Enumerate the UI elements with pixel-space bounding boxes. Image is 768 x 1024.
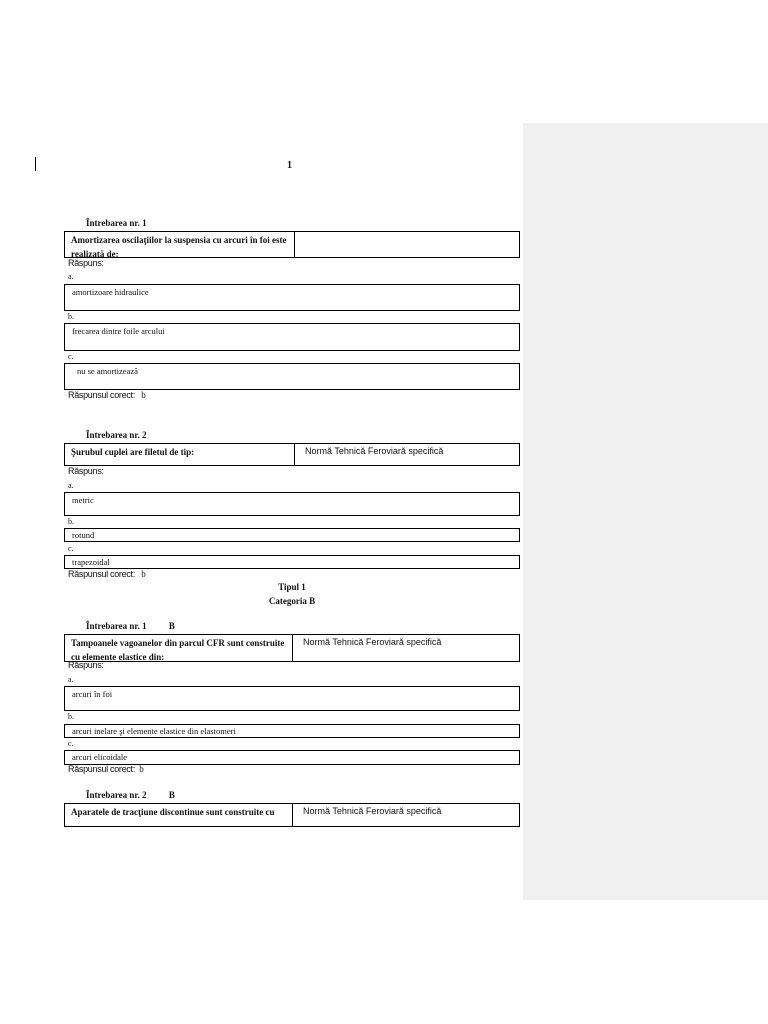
- option-letter: c.: [68, 544, 74, 553]
- question-header: [86, 621, 175, 631]
- correct-answer-row: [68, 569, 146, 579]
- question-box: [64, 634, 520, 662]
- correct-answer-value: b: [141, 390, 146, 400]
- option-box[interactable]: arcuri elicoidale: [64, 750, 520, 765]
- category-title: Categoria B: [268, 596, 316, 606]
- page-number: 1: [287, 160, 292, 171]
- question-category: B: [168, 790, 175, 800]
- option-letter: a.: [68, 675, 74, 684]
- option-box[interactable]: metric: [64, 492, 520, 516]
- option-box[interactable]: nu se amortizează: [64, 363, 520, 390]
- correct-answer-label: Răspunsul corect:: [68, 764, 135, 774]
- correct-answer-row: [68, 390, 146, 400]
- question-text: Şurubul cuplei are filetul de tip:: [65, 444, 295, 465]
- option-box[interactable]: trapezoidal: [64, 555, 520, 569]
- question-text: Amortizarea oscilaţiilor la suspensia cu arcuri în foi este realizată de:: [65, 232, 295, 257]
- correct-answer-value: b: [141, 569, 146, 579]
- question-box: [64, 803, 520, 827]
- correct-answer-value: b: [139, 764, 144, 774]
- question-reference: [295, 232, 315, 257]
- question-text: Tampoanele vagoanelor din parcul CFR sunt construite cu elemente elastice din:: [65, 635, 293, 661]
- question-number: Întrebarea nr. 2: [86, 430, 147, 440]
- option-box[interactable]: frecarea dintre foile arcului: [64, 323, 520, 351]
- question-number: Întrebarea nr. 1: [86, 218, 147, 228]
- question-header: [86, 790, 175, 800]
- question-number: Întrebarea nr. 2: [86, 790, 147, 800]
- option-letter: b.: [68, 517, 74, 526]
- option-letter: c.: [68, 352, 74, 361]
- comments-pane: [523, 123, 768, 900]
- answer-label: Răspuns:: [68, 258, 104, 268]
- type-title: Tipul 1: [278, 582, 306, 592]
- option-letter: a.: [68, 272, 74, 281]
- option-letter: c.: [68, 739, 74, 748]
- correct-answer-label: Răspunsul corect:: [68, 390, 135, 400]
- option-letter: b.: [68, 712, 74, 721]
- question-number: Întrebarea nr. 1: [86, 621, 147, 631]
- question-category: B: [168, 621, 175, 631]
- question-reference: Normă Tehnică Feroviară specifică: [303, 637, 442, 647]
- option-box[interactable]: arcuri inelare şi elemente elastice din elastomeri: [64, 724, 520, 738]
- answer-label: Răspuns:: [68, 466, 104, 476]
- correct-answer-label: Răspunsul corect:: [68, 569, 135, 579]
- question-reference: Normă Tehnică Feroviară specifică: [303, 806, 442, 816]
- question-box: [64, 231, 520, 258]
- option-letter: b.: [68, 312, 74, 321]
- text-cursor: [35, 157, 36, 171]
- question-text: Aparatele de tracţiune discontinue sunt construite cu: [65, 804, 293, 826]
- option-letter: a.: [68, 481, 74, 490]
- option-box[interactable]: amortizoare hidraulice: [64, 284, 520, 311]
- question-header: [86, 218, 147, 228]
- option-box[interactable]: arcuri în foi: [64, 686, 520, 711]
- question-box: [64, 443, 520, 466]
- correct-answer-row: [68, 764, 144, 774]
- question-reference: Normă Tehnică Feroviară specifică: [305, 446, 444, 456]
- option-box[interactable]: rotund: [64, 528, 520, 542]
- question-header: [86, 430, 147, 440]
- answer-label: Răspuns:: [68, 660, 104, 670]
